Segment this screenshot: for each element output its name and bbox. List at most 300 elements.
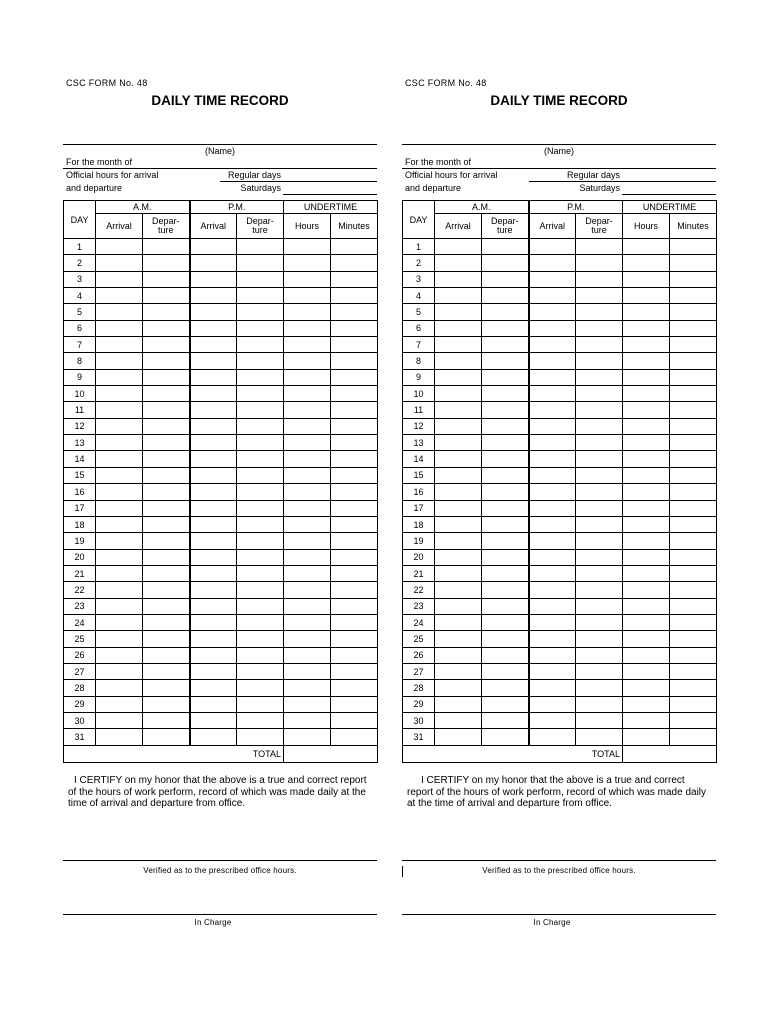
am-departure-cell[interactable] bbox=[143, 320, 190, 336]
am-departure-cell[interactable] bbox=[482, 451, 529, 467]
undertime-minutes-cell[interactable] bbox=[670, 631, 717, 647]
am-departure-cell[interactable] bbox=[143, 337, 190, 353]
pm-arrival-cell[interactable] bbox=[190, 712, 237, 728]
am-departure-cell[interactable] bbox=[143, 353, 190, 369]
undertime-hours-cell[interactable] bbox=[284, 533, 331, 549]
am-departure-cell[interactable] bbox=[482, 386, 529, 402]
pm-departure-cell[interactable] bbox=[237, 484, 284, 500]
am-arrival-cell[interactable] bbox=[435, 304, 482, 320]
am-departure-cell[interactable] bbox=[482, 304, 529, 320]
pm-departure-cell[interactable] bbox=[237, 451, 284, 467]
undertime-hours-cell[interactable] bbox=[284, 337, 331, 353]
pm-arrival-cell[interactable] bbox=[529, 729, 576, 745]
pm-arrival-cell[interactable] bbox=[529, 288, 576, 304]
pm-arrival-cell[interactable] bbox=[529, 484, 576, 500]
am-departure-cell[interactable] bbox=[143, 598, 190, 614]
am-departure-cell[interactable] bbox=[482, 418, 529, 434]
undertime-hours-cell[interactable] bbox=[623, 353, 670, 369]
am-departure-cell[interactable] bbox=[482, 614, 529, 630]
am-arrival-cell[interactable] bbox=[435, 582, 482, 598]
pm-departure-cell[interactable] bbox=[576, 320, 623, 336]
am-departure-cell[interactable] bbox=[143, 712, 190, 728]
undertime-hours-cell[interactable] bbox=[623, 647, 670, 663]
undertime-hours-cell[interactable] bbox=[284, 582, 331, 598]
am-departure-cell[interactable] bbox=[482, 549, 529, 565]
am-departure-cell[interactable] bbox=[143, 435, 190, 451]
undertime-hours-cell[interactable] bbox=[623, 582, 670, 598]
am-arrival-cell[interactable] bbox=[96, 598, 143, 614]
undertime-minutes-cell[interactable] bbox=[331, 402, 378, 418]
am-departure-cell[interactable] bbox=[143, 467, 190, 483]
undertime-minutes-cell[interactable] bbox=[670, 565, 717, 581]
undertime-hours-cell[interactable] bbox=[623, 484, 670, 500]
pm-departure-cell[interactable] bbox=[576, 516, 623, 532]
pm-departure-cell[interactable] bbox=[576, 663, 623, 679]
pm-departure-cell[interactable] bbox=[237, 288, 284, 304]
pm-departure-cell[interactable] bbox=[237, 614, 284, 630]
pm-departure-cell[interactable] bbox=[576, 288, 623, 304]
pm-departure-cell[interactable] bbox=[576, 533, 623, 549]
am-arrival-cell[interactable] bbox=[96, 565, 143, 581]
undertime-hours-cell[interactable] bbox=[284, 369, 331, 385]
pm-arrival-cell[interactable] bbox=[529, 614, 576, 630]
am-arrival-cell[interactable] bbox=[435, 484, 482, 500]
pm-departure-cell[interactable] bbox=[576, 582, 623, 598]
undertime-hours-cell[interactable] bbox=[623, 631, 670, 647]
am-departure-cell[interactable] bbox=[482, 598, 529, 614]
am-departure-cell[interactable] bbox=[482, 663, 529, 679]
undertime-hours-cell[interactable] bbox=[284, 288, 331, 304]
pm-arrival-cell[interactable] bbox=[529, 500, 576, 516]
am-arrival-cell[interactable] bbox=[96, 353, 143, 369]
am-arrival-cell[interactable] bbox=[435, 418, 482, 434]
am-departure-cell[interactable] bbox=[482, 647, 529, 663]
pm-arrival-cell[interactable] bbox=[190, 255, 237, 271]
am-arrival-cell[interactable] bbox=[96, 239, 143, 255]
undertime-hours-cell[interactable] bbox=[623, 533, 670, 549]
undertime-minutes-cell[interactable] bbox=[331, 729, 378, 745]
pm-departure-cell[interactable] bbox=[576, 304, 623, 320]
pm-arrival-cell[interactable] bbox=[529, 549, 576, 565]
undertime-minutes-cell[interactable] bbox=[331, 582, 378, 598]
undertime-hours-cell[interactable] bbox=[284, 271, 331, 287]
am-arrival-cell[interactable] bbox=[96, 418, 143, 434]
pm-arrival-cell[interactable] bbox=[190, 631, 237, 647]
am-arrival-cell[interactable] bbox=[435, 565, 482, 581]
pm-arrival-cell[interactable] bbox=[529, 631, 576, 647]
undertime-hours-cell[interactable] bbox=[284, 631, 331, 647]
am-departure-cell[interactable] bbox=[482, 516, 529, 532]
undertime-hours-cell[interactable] bbox=[284, 484, 331, 500]
am-arrival-cell[interactable] bbox=[96, 729, 143, 745]
undertime-hours-cell[interactable] bbox=[623, 304, 670, 320]
pm-departure-cell[interactable] bbox=[237, 353, 284, 369]
pm-departure-cell[interactable] bbox=[576, 402, 623, 418]
am-arrival-cell[interactable] bbox=[435, 239, 482, 255]
undertime-minutes-cell[interactable] bbox=[670, 582, 717, 598]
undertime-hours-cell[interactable] bbox=[284, 418, 331, 434]
am-departure-cell[interactable] bbox=[482, 369, 529, 385]
pm-arrival-cell[interactable] bbox=[190, 353, 237, 369]
pm-arrival-cell[interactable] bbox=[529, 582, 576, 598]
am-arrival-cell[interactable] bbox=[96, 582, 143, 598]
am-arrival-cell[interactable] bbox=[435, 451, 482, 467]
undertime-minutes-cell[interactable] bbox=[331, 320, 378, 336]
am-arrival-cell[interactable] bbox=[435, 680, 482, 696]
pm-arrival-cell[interactable] bbox=[529, 451, 576, 467]
pm-arrival-cell[interactable] bbox=[190, 696, 237, 712]
undertime-minutes-cell[interactable] bbox=[670, 418, 717, 434]
undertime-minutes-cell[interactable] bbox=[670, 369, 717, 385]
pm-departure-cell[interactable] bbox=[237, 565, 284, 581]
undertime-minutes-cell[interactable] bbox=[331, 533, 378, 549]
undertime-minutes-cell[interactable] bbox=[331, 255, 378, 271]
pm-departure-cell[interactable] bbox=[576, 647, 623, 663]
am-arrival-cell[interactable] bbox=[96, 680, 143, 696]
undertime-minutes-cell[interactable] bbox=[670, 271, 717, 287]
undertime-minutes-cell[interactable] bbox=[331, 680, 378, 696]
undertime-minutes-cell[interactable] bbox=[331, 369, 378, 385]
undertime-hours-cell[interactable] bbox=[623, 467, 670, 483]
am-departure-cell[interactable] bbox=[482, 500, 529, 516]
pm-arrival-cell[interactable] bbox=[190, 533, 237, 549]
pm-departure-cell[interactable] bbox=[237, 369, 284, 385]
undertime-minutes-cell[interactable] bbox=[331, 418, 378, 434]
am-departure-cell[interactable] bbox=[482, 533, 529, 549]
pm-departure-cell[interactable] bbox=[237, 239, 284, 255]
pm-arrival-cell[interactable] bbox=[529, 663, 576, 679]
am-departure-cell[interactable] bbox=[143, 402, 190, 418]
am-arrival-cell[interactable] bbox=[435, 255, 482, 271]
am-departure-cell[interactable] bbox=[482, 467, 529, 483]
pm-departure-cell[interactable] bbox=[237, 386, 284, 402]
am-departure-cell[interactable] bbox=[143, 533, 190, 549]
am-departure-cell[interactable] bbox=[143, 663, 190, 679]
am-arrival-cell[interactable] bbox=[435, 402, 482, 418]
pm-departure-cell[interactable] bbox=[237, 729, 284, 745]
am-departure-cell[interactable] bbox=[143, 565, 190, 581]
pm-arrival-cell[interactable] bbox=[529, 680, 576, 696]
am-arrival-cell[interactable] bbox=[435, 696, 482, 712]
am-departure-cell[interactable] bbox=[143, 255, 190, 271]
pm-arrival-cell[interactable] bbox=[190, 386, 237, 402]
am-arrival-cell[interactable] bbox=[435, 320, 482, 336]
am-arrival-cell[interactable] bbox=[435, 386, 482, 402]
undertime-hours-cell[interactable] bbox=[284, 614, 331, 630]
undertime-hours-cell[interactable] bbox=[623, 271, 670, 287]
pm-arrival-cell[interactable] bbox=[190, 451, 237, 467]
am-arrival-cell[interactable] bbox=[435, 712, 482, 728]
am-arrival-cell[interactable] bbox=[435, 663, 482, 679]
undertime-hours-cell[interactable] bbox=[623, 435, 670, 451]
am-departure-cell[interactable] bbox=[482, 239, 529, 255]
am-departure-cell[interactable] bbox=[482, 402, 529, 418]
undertime-hours-cell[interactable] bbox=[284, 239, 331, 255]
undertime-hours-cell[interactable] bbox=[623, 565, 670, 581]
pm-arrival-cell[interactable] bbox=[529, 255, 576, 271]
pm-departure-cell[interactable] bbox=[237, 320, 284, 336]
pm-arrival-cell[interactable] bbox=[190, 239, 237, 255]
am-departure-cell[interactable] bbox=[143, 386, 190, 402]
undertime-minutes-cell[interactable] bbox=[670, 549, 717, 565]
undertime-hours-cell[interactable] bbox=[623, 402, 670, 418]
pm-departure-cell[interactable] bbox=[237, 467, 284, 483]
undertime-hours-cell[interactable] bbox=[284, 680, 331, 696]
am-arrival-cell[interactable] bbox=[435, 369, 482, 385]
am-arrival-cell[interactable] bbox=[96, 549, 143, 565]
pm-arrival-cell[interactable] bbox=[190, 582, 237, 598]
pm-arrival-cell[interactable] bbox=[529, 418, 576, 434]
undertime-minutes-cell[interactable] bbox=[670, 533, 717, 549]
total-value-cell[interactable] bbox=[623, 745, 717, 762]
pm-departure-cell[interactable] bbox=[237, 435, 284, 451]
am-arrival-cell[interactable] bbox=[96, 435, 143, 451]
am-departure-cell[interactable] bbox=[482, 565, 529, 581]
undertime-hours-cell[interactable] bbox=[284, 467, 331, 483]
pm-departure-cell[interactable] bbox=[237, 402, 284, 418]
am-arrival-cell[interactable] bbox=[96, 696, 143, 712]
am-arrival-cell[interactable] bbox=[435, 435, 482, 451]
pm-departure-cell[interactable] bbox=[237, 337, 284, 353]
undertime-minutes-cell[interactable] bbox=[670, 320, 717, 336]
undertime-hours-cell[interactable] bbox=[623, 386, 670, 402]
am-arrival-cell[interactable] bbox=[435, 500, 482, 516]
pm-departure-cell[interactable] bbox=[576, 484, 623, 500]
pm-departure-cell[interactable] bbox=[237, 271, 284, 287]
undertime-minutes-cell[interactable] bbox=[331, 516, 378, 532]
pm-arrival-cell[interactable] bbox=[190, 418, 237, 434]
pm-arrival-cell[interactable] bbox=[190, 549, 237, 565]
am-departure-cell[interactable] bbox=[482, 631, 529, 647]
am-arrival-cell[interactable] bbox=[96, 663, 143, 679]
undertime-minutes-cell[interactable] bbox=[670, 353, 717, 369]
undertime-hours-cell[interactable] bbox=[284, 712, 331, 728]
am-arrival-cell[interactable] bbox=[96, 337, 143, 353]
am-arrival-cell[interactable] bbox=[435, 647, 482, 663]
undertime-minutes-cell[interactable] bbox=[670, 696, 717, 712]
undertime-hours-cell[interactable] bbox=[623, 451, 670, 467]
am-arrival-cell[interactable] bbox=[435, 729, 482, 745]
am-arrival-cell[interactable] bbox=[96, 614, 143, 630]
pm-arrival-cell[interactable] bbox=[529, 386, 576, 402]
am-departure-cell[interactable] bbox=[143, 304, 190, 320]
undertime-minutes-cell[interactable] bbox=[331, 631, 378, 647]
am-departure-cell[interactable] bbox=[143, 288, 190, 304]
am-arrival-cell[interactable] bbox=[96, 500, 143, 516]
pm-departure-cell[interactable] bbox=[237, 631, 284, 647]
pm-departure-cell[interactable] bbox=[576, 680, 623, 696]
am-arrival-cell[interactable] bbox=[96, 647, 143, 663]
undertime-minutes-cell[interactable] bbox=[331, 598, 378, 614]
undertime-minutes-cell[interactable] bbox=[670, 663, 717, 679]
undertime-minutes-cell[interactable] bbox=[331, 451, 378, 467]
pm-departure-cell[interactable] bbox=[576, 549, 623, 565]
am-departure-cell[interactable] bbox=[482, 337, 529, 353]
pm-arrival-cell[interactable] bbox=[190, 516, 237, 532]
am-arrival-cell[interactable] bbox=[435, 549, 482, 565]
am-arrival-cell[interactable] bbox=[435, 516, 482, 532]
pm-departure-cell[interactable] bbox=[576, 353, 623, 369]
pm-arrival-cell[interactable] bbox=[190, 647, 237, 663]
am-departure-cell[interactable] bbox=[482, 582, 529, 598]
undertime-hours-cell[interactable] bbox=[284, 598, 331, 614]
undertime-minutes-cell[interactable] bbox=[670, 484, 717, 500]
am-arrival-cell[interactable] bbox=[96, 533, 143, 549]
pm-departure-cell[interactable] bbox=[576, 467, 623, 483]
undertime-hours-cell[interactable] bbox=[284, 386, 331, 402]
pm-arrival-cell[interactable] bbox=[529, 712, 576, 728]
pm-arrival-cell[interactable] bbox=[190, 435, 237, 451]
pm-departure-cell[interactable] bbox=[237, 712, 284, 728]
undertime-hours-cell[interactable] bbox=[623, 598, 670, 614]
undertime-minutes-cell[interactable] bbox=[331, 353, 378, 369]
undertime-hours-cell[interactable] bbox=[623, 418, 670, 434]
undertime-minutes-cell[interactable] bbox=[670, 288, 717, 304]
am-arrival-cell[interactable] bbox=[96, 631, 143, 647]
am-departure-cell[interactable] bbox=[143, 680, 190, 696]
am-departure-cell[interactable] bbox=[482, 320, 529, 336]
pm-arrival-cell[interactable] bbox=[190, 729, 237, 745]
undertime-hours-cell[interactable] bbox=[623, 680, 670, 696]
undertime-minutes-cell[interactable] bbox=[331, 663, 378, 679]
am-departure-cell[interactable] bbox=[143, 271, 190, 287]
undertime-hours-cell[interactable] bbox=[623, 516, 670, 532]
pm-arrival-cell[interactable] bbox=[529, 598, 576, 614]
pm-arrival-cell[interactable] bbox=[529, 435, 576, 451]
am-arrival-cell[interactable] bbox=[96, 484, 143, 500]
total-value-cell[interactable] bbox=[284, 745, 378, 762]
pm-arrival-cell[interactable] bbox=[529, 467, 576, 483]
am-arrival-cell[interactable] bbox=[435, 614, 482, 630]
undertime-minutes-cell[interactable] bbox=[331, 712, 378, 728]
am-arrival-cell[interactable] bbox=[435, 467, 482, 483]
pm-arrival-cell[interactable] bbox=[529, 647, 576, 663]
am-departure-cell[interactable] bbox=[482, 696, 529, 712]
am-departure-cell[interactable] bbox=[143, 614, 190, 630]
pm-arrival-cell[interactable] bbox=[190, 565, 237, 581]
undertime-hours-cell[interactable] bbox=[284, 255, 331, 271]
undertime-hours-cell[interactable] bbox=[284, 435, 331, 451]
pm-arrival-cell[interactable] bbox=[190, 663, 237, 679]
undertime-minutes-cell[interactable] bbox=[670, 386, 717, 402]
am-departure-cell[interactable] bbox=[143, 500, 190, 516]
pm-departure-cell[interactable] bbox=[576, 500, 623, 516]
pm-departure-cell[interactable] bbox=[576, 598, 623, 614]
pm-departure-cell[interactable] bbox=[576, 565, 623, 581]
am-arrival-cell[interactable] bbox=[96, 402, 143, 418]
undertime-minutes-cell[interactable] bbox=[331, 647, 378, 663]
undertime-minutes-cell[interactable] bbox=[331, 386, 378, 402]
am-arrival-cell[interactable] bbox=[96, 451, 143, 467]
am-departure-cell[interactable] bbox=[143, 369, 190, 385]
pm-arrival-cell[interactable] bbox=[190, 320, 237, 336]
pm-arrival-cell[interactable] bbox=[529, 516, 576, 532]
am-departure-cell[interactable] bbox=[482, 288, 529, 304]
undertime-minutes-cell[interactable] bbox=[670, 337, 717, 353]
undertime-minutes-cell[interactable] bbox=[670, 255, 717, 271]
undertime-hours-cell[interactable] bbox=[623, 614, 670, 630]
pm-departure-cell[interactable] bbox=[237, 255, 284, 271]
pm-departure-cell[interactable] bbox=[576, 631, 623, 647]
pm-departure-cell[interactable] bbox=[576, 239, 623, 255]
am-arrival-cell[interactable] bbox=[435, 288, 482, 304]
am-arrival-cell[interactable] bbox=[96, 712, 143, 728]
undertime-hours-cell[interactable] bbox=[623, 696, 670, 712]
undertime-minutes-cell[interactable] bbox=[331, 614, 378, 630]
undertime-minutes-cell[interactable] bbox=[670, 647, 717, 663]
undertime-minutes-cell[interactable] bbox=[670, 500, 717, 516]
am-arrival-cell[interactable] bbox=[96, 516, 143, 532]
pm-departure-cell[interactable] bbox=[576, 729, 623, 745]
pm-arrival-cell[interactable] bbox=[529, 369, 576, 385]
am-departure-cell[interactable] bbox=[143, 516, 190, 532]
pm-arrival-cell[interactable] bbox=[190, 598, 237, 614]
undertime-hours-cell[interactable] bbox=[623, 239, 670, 255]
undertime-hours-cell[interactable] bbox=[284, 549, 331, 565]
pm-departure-cell[interactable] bbox=[237, 516, 284, 532]
undertime-minutes-cell[interactable] bbox=[331, 239, 378, 255]
undertime-minutes-cell[interactable] bbox=[331, 467, 378, 483]
pm-arrival-cell[interactable] bbox=[190, 271, 237, 287]
am-departure-cell[interactable] bbox=[143, 418, 190, 434]
undertime-hours-cell[interactable] bbox=[623, 729, 670, 745]
undertime-minutes-cell[interactable] bbox=[670, 451, 717, 467]
am-departure-cell[interactable] bbox=[482, 255, 529, 271]
pm-arrival-cell[interactable] bbox=[529, 565, 576, 581]
am-departure-cell[interactable] bbox=[482, 680, 529, 696]
am-departure-cell[interactable] bbox=[143, 582, 190, 598]
undertime-minutes-cell[interactable] bbox=[670, 680, 717, 696]
undertime-hours-cell[interactable] bbox=[623, 337, 670, 353]
undertime-minutes-cell[interactable] bbox=[331, 271, 378, 287]
pm-departure-cell[interactable] bbox=[576, 255, 623, 271]
pm-arrival-cell[interactable] bbox=[190, 680, 237, 696]
pm-departure-cell[interactable] bbox=[237, 549, 284, 565]
pm-arrival-cell[interactable] bbox=[190, 614, 237, 630]
undertime-minutes-cell[interactable] bbox=[331, 500, 378, 516]
pm-arrival-cell[interactable] bbox=[190, 337, 237, 353]
pm-departure-cell[interactable] bbox=[237, 533, 284, 549]
undertime-minutes-cell[interactable] bbox=[670, 598, 717, 614]
undertime-hours-cell[interactable] bbox=[284, 304, 331, 320]
am-departure-cell[interactable] bbox=[482, 353, 529, 369]
am-arrival-cell[interactable] bbox=[96, 271, 143, 287]
pm-departure-cell[interactable] bbox=[237, 663, 284, 679]
undertime-minutes-cell[interactable] bbox=[331, 337, 378, 353]
am-departure-cell[interactable] bbox=[143, 484, 190, 500]
undertime-hours-cell[interactable] bbox=[284, 647, 331, 663]
am-arrival-cell[interactable] bbox=[435, 271, 482, 287]
undertime-hours-cell[interactable] bbox=[623, 663, 670, 679]
am-arrival-cell[interactable] bbox=[96, 467, 143, 483]
undertime-hours-cell[interactable] bbox=[623, 369, 670, 385]
am-departure-cell[interactable] bbox=[482, 484, 529, 500]
pm-arrival-cell[interactable] bbox=[529, 402, 576, 418]
pm-departure-cell[interactable] bbox=[576, 451, 623, 467]
pm-departure-cell[interactable] bbox=[576, 435, 623, 451]
undertime-minutes-cell[interactable] bbox=[331, 696, 378, 712]
undertime-minutes-cell[interactable] bbox=[670, 516, 717, 532]
am-arrival-cell[interactable] bbox=[96, 369, 143, 385]
pm-arrival-cell[interactable] bbox=[190, 500, 237, 516]
pm-arrival-cell[interactable] bbox=[190, 402, 237, 418]
pm-arrival-cell[interactable] bbox=[529, 353, 576, 369]
am-departure-cell[interactable] bbox=[143, 451, 190, 467]
undertime-hours-cell[interactable] bbox=[623, 288, 670, 304]
undertime-minutes-cell[interactable] bbox=[670, 435, 717, 451]
undertime-minutes-cell[interactable] bbox=[331, 435, 378, 451]
undertime-minutes-cell[interactable] bbox=[670, 712, 717, 728]
